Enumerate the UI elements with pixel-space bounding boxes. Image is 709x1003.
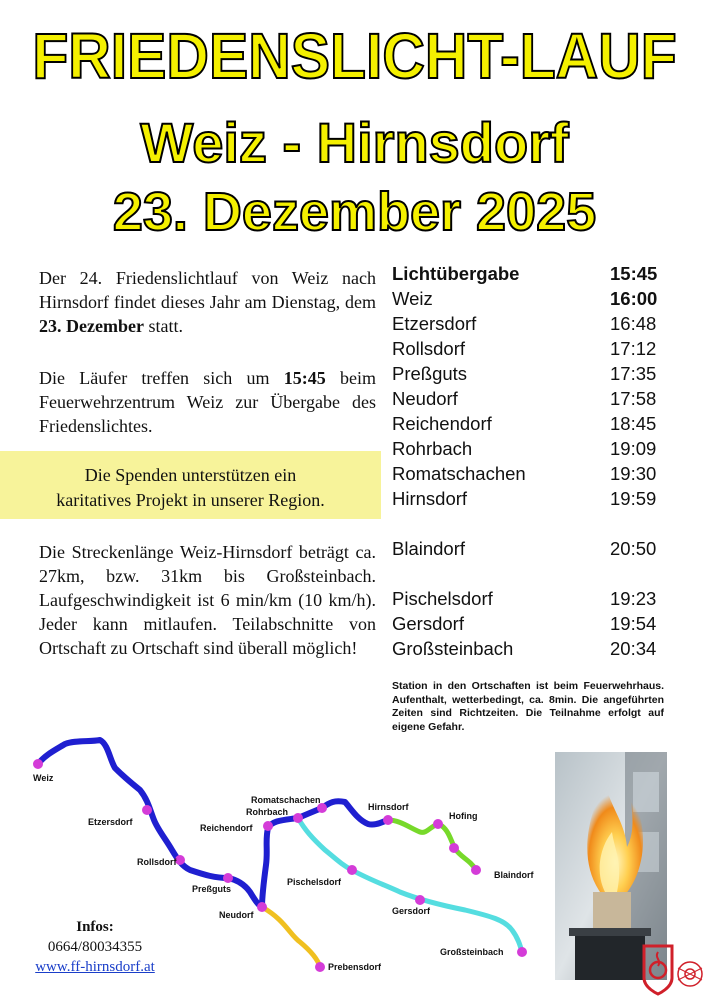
route-orange-branch (262, 907, 320, 967)
label-pressguts: Preßguts (192, 884, 232, 894)
stop-weiz (33, 759, 43, 769)
route-paragraph (39, 540, 376, 660)
fire-brigade-logo (636, 938, 706, 998)
schedule-time: 19:09 (610, 438, 657, 459)
stop-hofing-2 (449, 843, 459, 853)
donation-line-1: Die Spenden unterstützen ein (84, 465, 297, 485)
stop-gersdorf (415, 895, 425, 905)
stop-hofing (433, 819, 443, 829)
label-neudorf: Neudorf (219, 910, 254, 920)
schedule-place: Etzersdorf (392, 313, 477, 334)
label-etzersdorf: Etzersdorf (88, 817, 133, 827)
label-gersdorf: Gersdorf (392, 906, 431, 916)
schedule-time: 19:30 (610, 463, 657, 484)
schedule-row (392, 613, 664, 638)
intro-date: 23. Dezember (39, 316, 144, 336)
schedule-row (392, 488, 664, 513)
stop-etzersdorf (142, 805, 152, 815)
schedule-place: Großsteinbach (392, 638, 514, 659)
schedule-row (392, 588, 664, 613)
schedule-place: Blaindorf (392, 538, 466, 559)
schedule-place: Romatschachen (392, 463, 526, 484)
label-prebensdorf: Prebensdorf (328, 962, 382, 972)
schedule-row (392, 363, 664, 388)
label-blaindorf: Blaindorf (494, 870, 534, 880)
intro-paragraph-2 (39, 366, 376, 438)
schedule-place: Preßguts (392, 363, 468, 384)
schedule-row (392, 638, 664, 663)
stop-neudorf (257, 902, 267, 912)
intro-text: Der 24. Friedenslichtlauf von Weiz nach Hirnsdorf findet dieses Jahr am Dienstag, dem (39, 268, 376, 312)
schedule-place: Gersdorf (392, 613, 464, 634)
route-green-branch (388, 820, 476, 870)
label-hofing: Hofing (449, 811, 478, 821)
schedule-row (392, 313, 664, 338)
schedule-time: 18:45 (610, 413, 657, 434)
schedule-row (392, 338, 664, 363)
label-grosssteinbach: Großsteinbach (440, 947, 504, 957)
schedule-row (392, 413, 664, 438)
route-text: Die Streckenlänge Weiz-Hirnsdorf beträgt ca. 27km, bzw. 31km bis Großsteinbach. Laufgeschwindigkeit ist 6 min/km (10 km/h). Jeder kann mitlaufen. Teilabschnitte von Ortschaft zu Ortschaft sind überall möglich! (39, 542, 376, 658)
stop-blaindorf (471, 865, 481, 875)
schedule-time: 17:58 (610, 388, 657, 409)
stop-reichendorf (263, 821, 273, 831)
schedule-place: Pischelsdorf (392, 588, 493, 609)
stop-pressguts (223, 873, 233, 883)
stop-rohrbach (293, 813, 303, 823)
title-line-1: FRIEDENSLICHT-LAUF (32, 20, 677, 92)
meeting-text: Die Läufer treffen sich um (39, 368, 284, 388)
stop-prebensdorf (315, 962, 325, 972)
schedule-time: 20:34 (610, 638, 657, 659)
label-hirnsdorf: Hirnsdorf (368, 802, 409, 812)
schedule-time: 19:59 (610, 488, 657, 509)
schedule-row (392, 463, 664, 488)
donation-highlight (0, 451, 381, 519)
schedule-row (392, 438, 664, 463)
infos-website-link[interactable]: www.ff-hirnsdorf.at (35, 959, 155, 975)
donation-line-2: karitatives Projekt in unserer Region. (56, 490, 325, 510)
label-romatschachen: Romatschachen (251, 795, 321, 805)
label-reichendorf: Reichendorf (200, 823, 253, 833)
infos-block (0, 917, 190, 977)
title-line-2: Weiz - Hirnsdorf (140, 111, 569, 174)
label-pischelsdorf: Pischelsdorf (287, 877, 342, 887)
schedule-row (392, 388, 664, 413)
schedule-place: Neudorf (392, 388, 458, 409)
schedule-row (392, 288, 664, 313)
intro-paragraph-1 (39, 266, 376, 338)
title-line-3: 23. Dezember 2025 (112, 182, 597, 242)
schedule-time: 17:12 (610, 338, 657, 359)
schedule-row (392, 263, 664, 288)
label-rollsdorf: Rollsdorf (137, 857, 177, 867)
stop-pischelsdorf (347, 865, 357, 875)
label-weiz: Weiz (33, 773, 54, 783)
schedule-place: Rollsdorf (392, 338, 465, 359)
schedule-time: 16:00 (610, 288, 658, 309)
meeting-time: 15:45 (283, 368, 326, 388)
schedule-row (392, 538, 664, 563)
infos-heading: Infos: (76, 919, 114, 935)
schedule-place: Rohrbach (392, 438, 473, 459)
stop-rollsdorf (175, 855, 185, 865)
schedule-place: Lichtübergabe (392, 263, 520, 284)
station-note: Station in den Ortschaften ist beim Feuerwehrhaus. Aufenthalt, wetterbedingt, ca. 8min. Die angeführten Zeiten sind Richtzeiten. Die Teilnahme erfolgt auf eigene Gefahr. (392, 680, 664, 733)
intro-text-end: statt. (143, 316, 183, 336)
label-rohrbach: Rohrbach (246, 807, 289, 817)
schedule-time: 20:50 (610, 538, 657, 559)
schedule-time: 17:35 (610, 363, 657, 384)
stop-grosssteinbach (517, 947, 527, 957)
schedule-time: 19:54 (610, 613, 657, 634)
schedule-time: 16:48 (610, 313, 657, 334)
schedule-place: Hirnsdorf (392, 488, 468, 509)
schedule-place: Weiz (392, 288, 433, 309)
meeting-text-end: beim Feuerwehrzentrum Weiz zur Übergabe des Friedenslichtes. (39, 368, 376, 436)
infos-phone: 0664/80034355 (47, 939, 143, 955)
schedule-time: 19:23 (610, 588, 657, 609)
schedule-time: 15:45 (610, 263, 658, 284)
stop-hirnsdorf (383, 815, 393, 825)
schedule-place: Reichendorf (392, 413, 492, 434)
